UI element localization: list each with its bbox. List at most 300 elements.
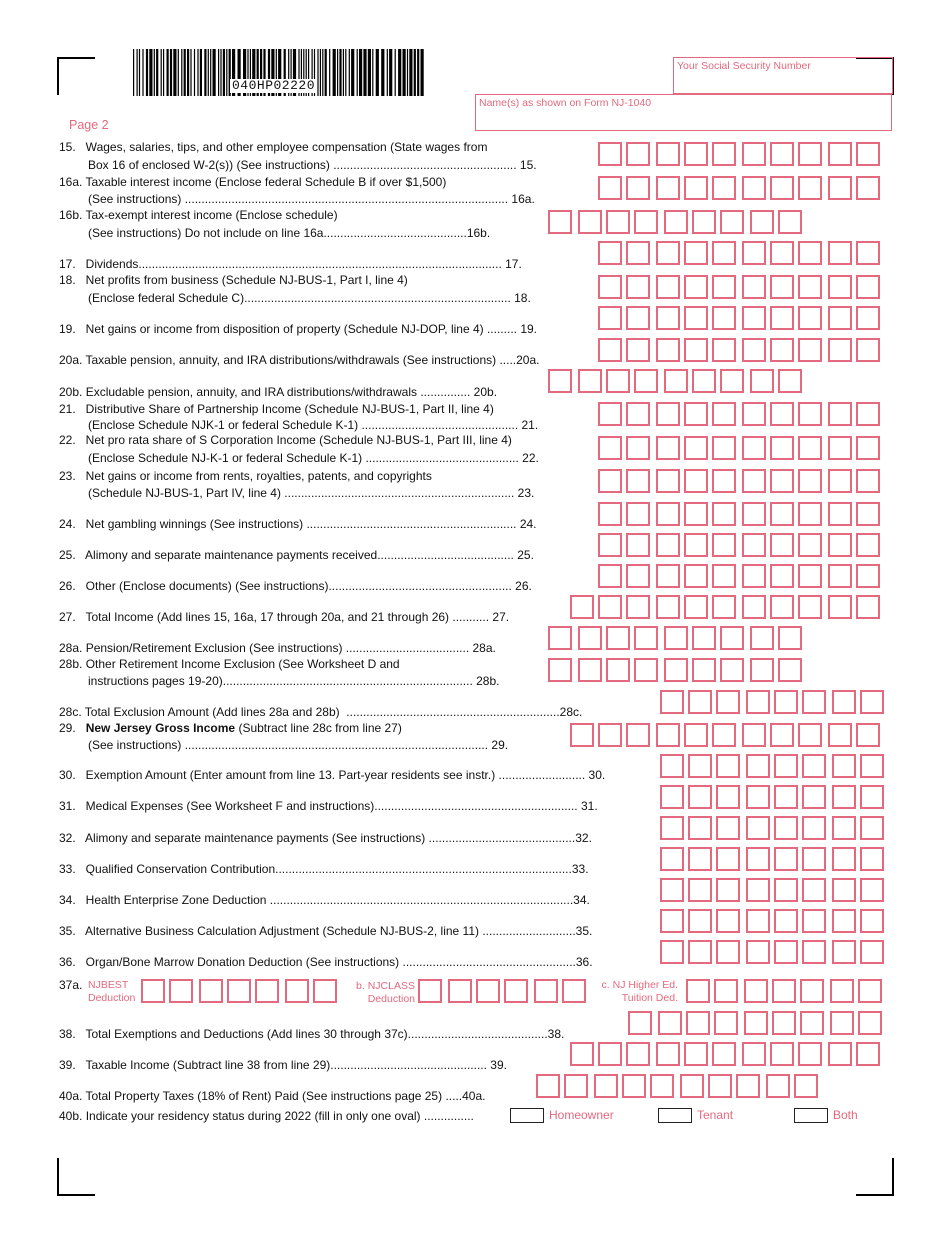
digit-cell[interactable] [774, 878, 798, 902]
digit-cell[interactable] [770, 306, 794, 330]
digit-cell[interactable] [778, 369, 802, 393]
digit-cell[interactable] [746, 909, 770, 933]
digit-cell[interactable] [832, 690, 856, 714]
digit-cell[interactable] [598, 436, 622, 460]
digit-cell[interactable] [626, 142, 650, 166]
digit-cell[interactable] [856, 723, 880, 747]
digit-cell[interactable] [634, 658, 658, 682]
digit-cell[interactable] [606, 658, 630, 682]
digit-cell[interactable] [750, 369, 774, 393]
digit-cell[interactable] [856, 338, 880, 362]
digit-cell[interactable] [684, 275, 708, 299]
digit-cell[interactable] [712, 502, 736, 526]
digit-cell[interactable] [742, 402, 766, 426]
line-37a-amount-field[interactable] [141, 979, 337, 1005]
digit-cell[interactable] [772, 979, 796, 1003]
digit-cell[interactable] [578, 626, 602, 650]
digit-cell[interactable] [688, 690, 712, 714]
digit-cell[interactable] [598, 338, 622, 362]
digit-cell[interactable] [536, 1074, 560, 1098]
digit-cell[interactable] [660, 785, 684, 809]
digit-cell[interactable] [692, 369, 716, 393]
digit-cell[interactable] [656, 469, 680, 493]
digit-cell[interactable] [742, 469, 766, 493]
digit-cell[interactable] [680, 1074, 704, 1098]
digit-cell[interactable] [594, 1074, 618, 1098]
digit-cell[interactable] [626, 338, 650, 362]
digit-cell[interactable] [688, 878, 712, 902]
digit-cell[interactable] [770, 564, 794, 588]
digit-cell[interactable] [141, 979, 165, 1003]
digit-cell[interactable] [688, 816, 712, 840]
digit-cell[interactable] [856, 564, 880, 588]
digit-cell[interactable] [772, 1011, 796, 1035]
line-28a-amount-field[interactable] [548, 626, 802, 652]
digit-cell[interactable] [828, 338, 852, 362]
digit-cell[interactable] [750, 626, 774, 650]
digit-cell[interactable] [656, 564, 680, 588]
digit-cell[interactable] [860, 690, 884, 714]
digit-cell[interactable] [720, 210, 744, 234]
digit-cell[interactable] [742, 142, 766, 166]
digit-cell[interactable] [548, 626, 572, 650]
digit-cell[interactable] [448, 979, 472, 1003]
digit-cell[interactable] [684, 142, 708, 166]
digit-cell[interactable] [626, 1042, 650, 1066]
digit-cell[interactable] [712, 533, 736, 557]
digit-cell[interactable] [798, 469, 822, 493]
digit-cell[interactable] [860, 847, 884, 871]
digit-cell[interactable] [688, 940, 712, 964]
digit-cell[interactable] [832, 785, 856, 809]
digit-cell[interactable] [828, 1042, 852, 1066]
digit-cell[interactable] [774, 847, 798, 871]
digit-cell[interactable] [798, 402, 822, 426]
digit-cell[interactable] [742, 176, 766, 200]
digit-cell[interactable] [720, 658, 744, 682]
digit-cell[interactable] [828, 142, 852, 166]
digit-cell[interactable] [746, 785, 770, 809]
digit-cell[interactable] [660, 847, 684, 871]
digit-cell[interactable] [626, 436, 650, 460]
digit-cell[interactable] [774, 754, 798, 778]
digit-cell[interactable] [828, 275, 852, 299]
digit-cell[interactable] [684, 306, 708, 330]
digit-cell[interactable] [860, 785, 884, 809]
digit-cell[interactable] [802, 847, 826, 871]
digit-cell[interactable] [802, 940, 826, 964]
digit-cell[interactable] [656, 275, 680, 299]
digit-cell[interactable] [684, 502, 708, 526]
line-35-amount-field[interactable] [660, 909, 884, 935]
digit-cell[interactable] [626, 306, 650, 330]
digit-cell[interactable] [656, 142, 680, 166]
digit-cell[interactable] [626, 469, 650, 493]
digit-cell[interactable] [856, 241, 880, 265]
digit-cell[interactable] [828, 564, 852, 588]
digit-cell[interactable] [570, 595, 594, 619]
digit-cell[interactable] [830, 1011, 854, 1035]
digit-cell[interactable] [656, 533, 680, 557]
digit-cell[interactable] [656, 595, 680, 619]
digit-cell[interactable] [770, 241, 794, 265]
digit-cell[interactable] [778, 658, 802, 682]
digit-cell[interactable] [570, 1042, 594, 1066]
digit-cell[interactable] [798, 306, 822, 330]
digit-cell[interactable] [712, 469, 736, 493]
line-20b-amount-field[interactable] [548, 369, 802, 395]
digit-cell[interactable] [856, 275, 880, 299]
digit-cell[interactable] [832, 847, 856, 871]
digit-cell[interactable] [634, 626, 658, 650]
digit-cell[interactable] [802, 690, 826, 714]
digit-cell[interactable] [828, 436, 852, 460]
digit-cell[interactable] [742, 241, 766, 265]
digit-cell[interactable] [562, 979, 586, 1003]
digit-cell[interactable] [534, 979, 558, 1003]
digit-cell[interactable] [634, 369, 658, 393]
line-30-amount-field[interactable] [660, 754, 884, 780]
line-22-amount-field[interactable] [598, 436, 880, 462]
line-16b-amount-field[interactable] [548, 210, 802, 236]
digit-cell[interactable] [832, 816, 856, 840]
digit-cell[interactable] [714, 979, 738, 1003]
digit-cell[interactable] [285, 979, 309, 1003]
line-24-amount-field[interactable] [598, 502, 880, 528]
digit-cell[interactable] [742, 564, 766, 588]
digit-cell[interactable] [476, 979, 500, 1003]
line-25-amount-field[interactable] [598, 533, 880, 559]
digit-cell[interactable] [664, 369, 688, 393]
digit-cell[interactable] [712, 564, 736, 588]
digit-cell[interactable] [770, 1042, 794, 1066]
digit-cell[interactable] [660, 909, 684, 933]
digit-cell[interactable] [598, 306, 622, 330]
digit-cell[interactable] [770, 595, 794, 619]
digit-cell[interactable] [598, 1042, 622, 1066]
digit-cell[interactable] [856, 533, 880, 557]
digit-cell[interactable] [626, 502, 650, 526]
digit-cell[interactable] [720, 626, 744, 650]
digit-cell[interactable] [742, 275, 766, 299]
digit-cell[interactable] [686, 979, 710, 1003]
digit-cell[interactable] [504, 979, 528, 1003]
digit-cell[interactable] [634, 210, 658, 234]
digit-cell[interactable] [712, 436, 736, 460]
digit-cell[interactable] [742, 338, 766, 362]
digit-cell[interactable] [750, 210, 774, 234]
digit-cell[interactable] [650, 1074, 674, 1098]
digit-cell[interactable] [860, 909, 884, 933]
digit-cell[interactable] [860, 816, 884, 840]
digit-cell[interactable] [860, 878, 884, 902]
digit-cell[interactable] [688, 847, 712, 871]
digit-cell[interactable] [832, 754, 856, 778]
digit-cell[interactable] [578, 210, 602, 234]
digit-cell[interactable] [626, 176, 650, 200]
digit-cell[interactable] [746, 878, 770, 902]
digit-cell[interactable] [684, 469, 708, 493]
line-28c-amount-field[interactable] [660, 690, 884, 716]
line-20a-amount-field[interactable] [598, 338, 880, 364]
line-23-amount-field[interactable] [598, 469, 880, 495]
digit-cell[interactable] [742, 502, 766, 526]
digit-cell[interactable] [664, 626, 688, 650]
digit-cell[interactable] [598, 564, 622, 588]
digit-cell[interactable] [598, 142, 622, 166]
line-29-amount-field[interactable] [570, 723, 880, 749]
digit-cell[interactable] [692, 658, 716, 682]
digit-cell[interactable] [798, 595, 822, 619]
digit-cell[interactable] [742, 595, 766, 619]
digit-cell[interactable] [770, 533, 794, 557]
digit-cell[interactable] [570, 723, 594, 747]
digit-cell[interactable] [798, 338, 822, 362]
line-34-amount-field[interactable] [660, 878, 884, 904]
digit-cell[interactable] [660, 690, 684, 714]
digit-cell[interactable] [830, 979, 854, 1003]
both-oval[interactable] [794, 1108, 828, 1123]
digit-cell[interactable] [712, 595, 736, 619]
digit-cell[interactable] [746, 816, 770, 840]
digit-cell[interactable] [684, 595, 708, 619]
line-19-amount-field[interactable] [598, 306, 880, 332]
digit-cell[interactable] [858, 1011, 882, 1035]
line-15-amount-field[interactable] [598, 142, 880, 168]
digit-cell[interactable] [712, 723, 736, 747]
digit-cell[interactable] [802, 785, 826, 809]
line-40a-amount-field[interactable] [536, 1074, 818, 1100]
line-37b-amount-field[interactable] [418, 979, 586, 1005]
digit-cell[interactable] [598, 241, 622, 265]
digit-cell[interactable] [828, 402, 852, 426]
digit-cell[interactable] [778, 210, 802, 234]
digit-cell[interactable] [598, 275, 622, 299]
digit-cell[interactable] [742, 436, 766, 460]
digit-cell[interactable] [255, 979, 279, 1003]
digit-cell[interactable] [798, 241, 822, 265]
digit-cell[interactable] [712, 306, 736, 330]
digit-cell[interactable] [548, 369, 572, 393]
digit-cell[interactable] [664, 210, 688, 234]
digit-cell[interactable] [802, 878, 826, 902]
digit-cell[interactable] [798, 533, 822, 557]
digit-cell[interactable] [626, 595, 650, 619]
digit-cell[interactable] [774, 785, 798, 809]
digit-cell[interactable] [716, 816, 740, 840]
digit-cell[interactable] [564, 1074, 588, 1098]
digit-cell[interactable] [770, 338, 794, 362]
digit-cell[interactable] [664, 658, 688, 682]
digit-cell[interactable] [660, 816, 684, 840]
digit-cell[interactable] [828, 176, 852, 200]
digit-cell[interactable] [856, 436, 880, 460]
digit-cell[interactable] [828, 533, 852, 557]
digit-cell[interactable] [598, 595, 622, 619]
digit-cell[interactable] [660, 878, 684, 902]
digit-cell[interactable] [684, 723, 708, 747]
digit-cell[interactable] [716, 785, 740, 809]
digit-cell[interactable] [548, 210, 572, 234]
digit-cell[interactable] [658, 1011, 682, 1035]
name-field[interactable] [475, 94, 892, 131]
digit-cell[interactable] [742, 1042, 766, 1066]
digit-cell[interactable] [628, 1011, 652, 1035]
digit-cell[interactable] [798, 436, 822, 460]
line-39-amount-field[interactable] [570, 1042, 880, 1068]
digit-cell[interactable] [802, 909, 826, 933]
digit-cell[interactable] [684, 564, 708, 588]
digit-cell[interactable] [856, 142, 880, 166]
digit-cell[interactable] [746, 754, 770, 778]
digit-cell[interactable] [684, 1042, 708, 1066]
digit-cell[interactable] [774, 816, 798, 840]
digit-cell[interactable] [227, 979, 251, 1003]
digit-cell[interactable] [832, 909, 856, 933]
digit-cell[interactable] [736, 1074, 760, 1098]
digit-cell[interactable] [598, 502, 622, 526]
digit-cell[interactable] [660, 940, 684, 964]
digit-cell[interactable] [800, 979, 824, 1003]
line-32-amount-field[interactable] [660, 816, 884, 842]
digit-cell[interactable] [746, 690, 770, 714]
digit-cell[interactable] [716, 690, 740, 714]
line-26-amount-field[interactable] [598, 564, 880, 590]
digit-cell[interactable] [598, 533, 622, 557]
digit-cell[interactable] [708, 1074, 732, 1098]
digit-cell[interactable] [712, 338, 736, 362]
digit-cell[interactable] [656, 241, 680, 265]
digit-cell[interactable] [856, 502, 880, 526]
digit-cell[interactable] [598, 402, 622, 426]
digit-cell[interactable] [716, 940, 740, 964]
digit-cell[interactable] [684, 176, 708, 200]
digit-cell[interactable] [684, 338, 708, 362]
digit-cell[interactable] [622, 1074, 646, 1098]
digit-cell[interactable] [712, 1042, 736, 1066]
digit-cell[interactable] [856, 469, 880, 493]
digit-cell[interactable] [828, 306, 852, 330]
digit-cell[interactable] [684, 241, 708, 265]
digit-cell[interactable] [684, 402, 708, 426]
digit-cell[interactable] [742, 533, 766, 557]
digit-cell[interactable] [626, 275, 650, 299]
digit-cell[interactable] [802, 754, 826, 778]
digit-cell[interactable] [770, 502, 794, 526]
homeowner-oval[interactable] [510, 1108, 544, 1123]
digit-cell[interactable] [856, 1042, 880, 1066]
digit-cell[interactable] [418, 979, 442, 1003]
digit-cell[interactable] [714, 1011, 738, 1035]
digit-cell[interactable] [828, 723, 852, 747]
digit-cell[interactable] [313, 979, 337, 1003]
digit-cell[interactable] [856, 402, 880, 426]
line-38-amount-field[interactable] [628, 1011, 882, 1037]
digit-cell[interactable] [626, 402, 650, 426]
digit-cell[interactable] [656, 502, 680, 526]
digit-cell[interactable] [656, 306, 680, 330]
digit-cell[interactable] [770, 402, 794, 426]
digit-cell[interactable] [712, 176, 736, 200]
digit-cell[interactable] [798, 176, 822, 200]
digit-cell[interactable] [712, 241, 736, 265]
digit-cell[interactable] [606, 626, 630, 650]
digit-cell[interactable] [626, 723, 650, 747]
digit-cell[interactable] [770, 142, 794, 166]
digit-cell[interactable] [656, 338, 680, 362]
line-33-amount-field[interactable] [660, 847, 884, 873]
digit-cell[interactable] [626, 241, 650, 265]
digit-cell[interactable] [798, 723, 822, 747]
digit-cell[interactable] [626, 533, 650, 557]
digit-cell[interactable] [770, 469, 794, 493]
digit-cell[interactable] [169, 979, 193, 1003]
digit-cell[interactable] [656, 402, 680, 426]
digit-cell[interactable] [770, 436, 794, 460]
tenant-oval[interactable] [658, 1108, 692, 1123]
digit-cell[interactable] [626, 564, 650, 588]
digit-cell[interactable] [832, 878, 856, 902]
digit-cell[interactable] [746, 847, 770, 871]
digit-cell[interactable] [744, 1011, 768, 1035]
digit-cell[interactable] [716, 909, 740, 933]
digit-cell[interactable] [856, 306, 880, 330]
digit-cell[interactable] [606, 369, 630, 393]
digit-cell[interactable] [199, 979, 223, 1003]
digit-cell[interactable] [684, 533, 708, 557]
line-16a-amount-field[interactable] [598, 176, 880, 202]
digit-cell[interactable] [828, 241, 852, 265]
digit-cell[interactable] [688, 754, 712, 778]
digit-cell[interactable] [770, 275, 794, 299]
digit-cell[interactable] [692, 210, 716, 234]
line-17-amount-field[interactable] [598, 241, 880, 267]
digit-cell[interactable] [828, 469, 852, 493]
digit-cell[interactable] [770, 723, 794, 747]
digit-cell[interactable] [660, 754, 684, 778]
digit-cell[interactable] [856, 176, 880, 200]
digit-cell[interactable] [712, 275, 736, 299]
line-21-amount-field[interactable] [598, 402, 880, 428]
digit-cell[interactable] [828, 595, 852, 619]
digit-cell[interactable] [770, 176, 794, 200]
digit-cell[interactable] [548, 658, 572, 682]
digit-cell[interactable] [778, 626, 802, 650]
digit-cell[interactable] [828, 502, 852, 526]
digit-cell[interactable] [720, 369, 744, 393]
digit-cell[interactable] [774, 940, 798, 964]
digit-cell[interactable] [856, 595, 880, 619]
digit-cell[interactable] [794, 1074, 818, 1098]
digit-cell[interactable] [578, 369, 602, 393]
digit-cell[interactable] [798, 142, 822, 166]
digit-cell[interactable] [712, 142, 736, 166]
line-18-amount-field[interactable] [598, 275, 880, 301]
line-27-amount-field[interactable] [570, 595, 880, 621]
digit-cell[interactable] [716, 878, 740, 902]
digit-cell[interactable] [578, 658, 602, 682]
line-31-amount-field[interactable] [660, 785, 884, 811]
digit-cell[interactable] [656, 1042, 680, 1066]
digit-cell[interactable] [692, 626, 716, 650]
digit-cell[interactable] [656, 436, 680, 460]
digit-cell[interactable] [798, 275, 822, 299]
digit-cell[interactable] [746, 940, 770, 964]
line-37c-amount-field[interactable] [686, 979, 882, 1005]
digit-cell[interactable] [798, 564, 822, 588]
digit-cell[interactable] [766, 1074, 790, 1098]
digit-cell[interactable] [598, 723, 622, 747]
